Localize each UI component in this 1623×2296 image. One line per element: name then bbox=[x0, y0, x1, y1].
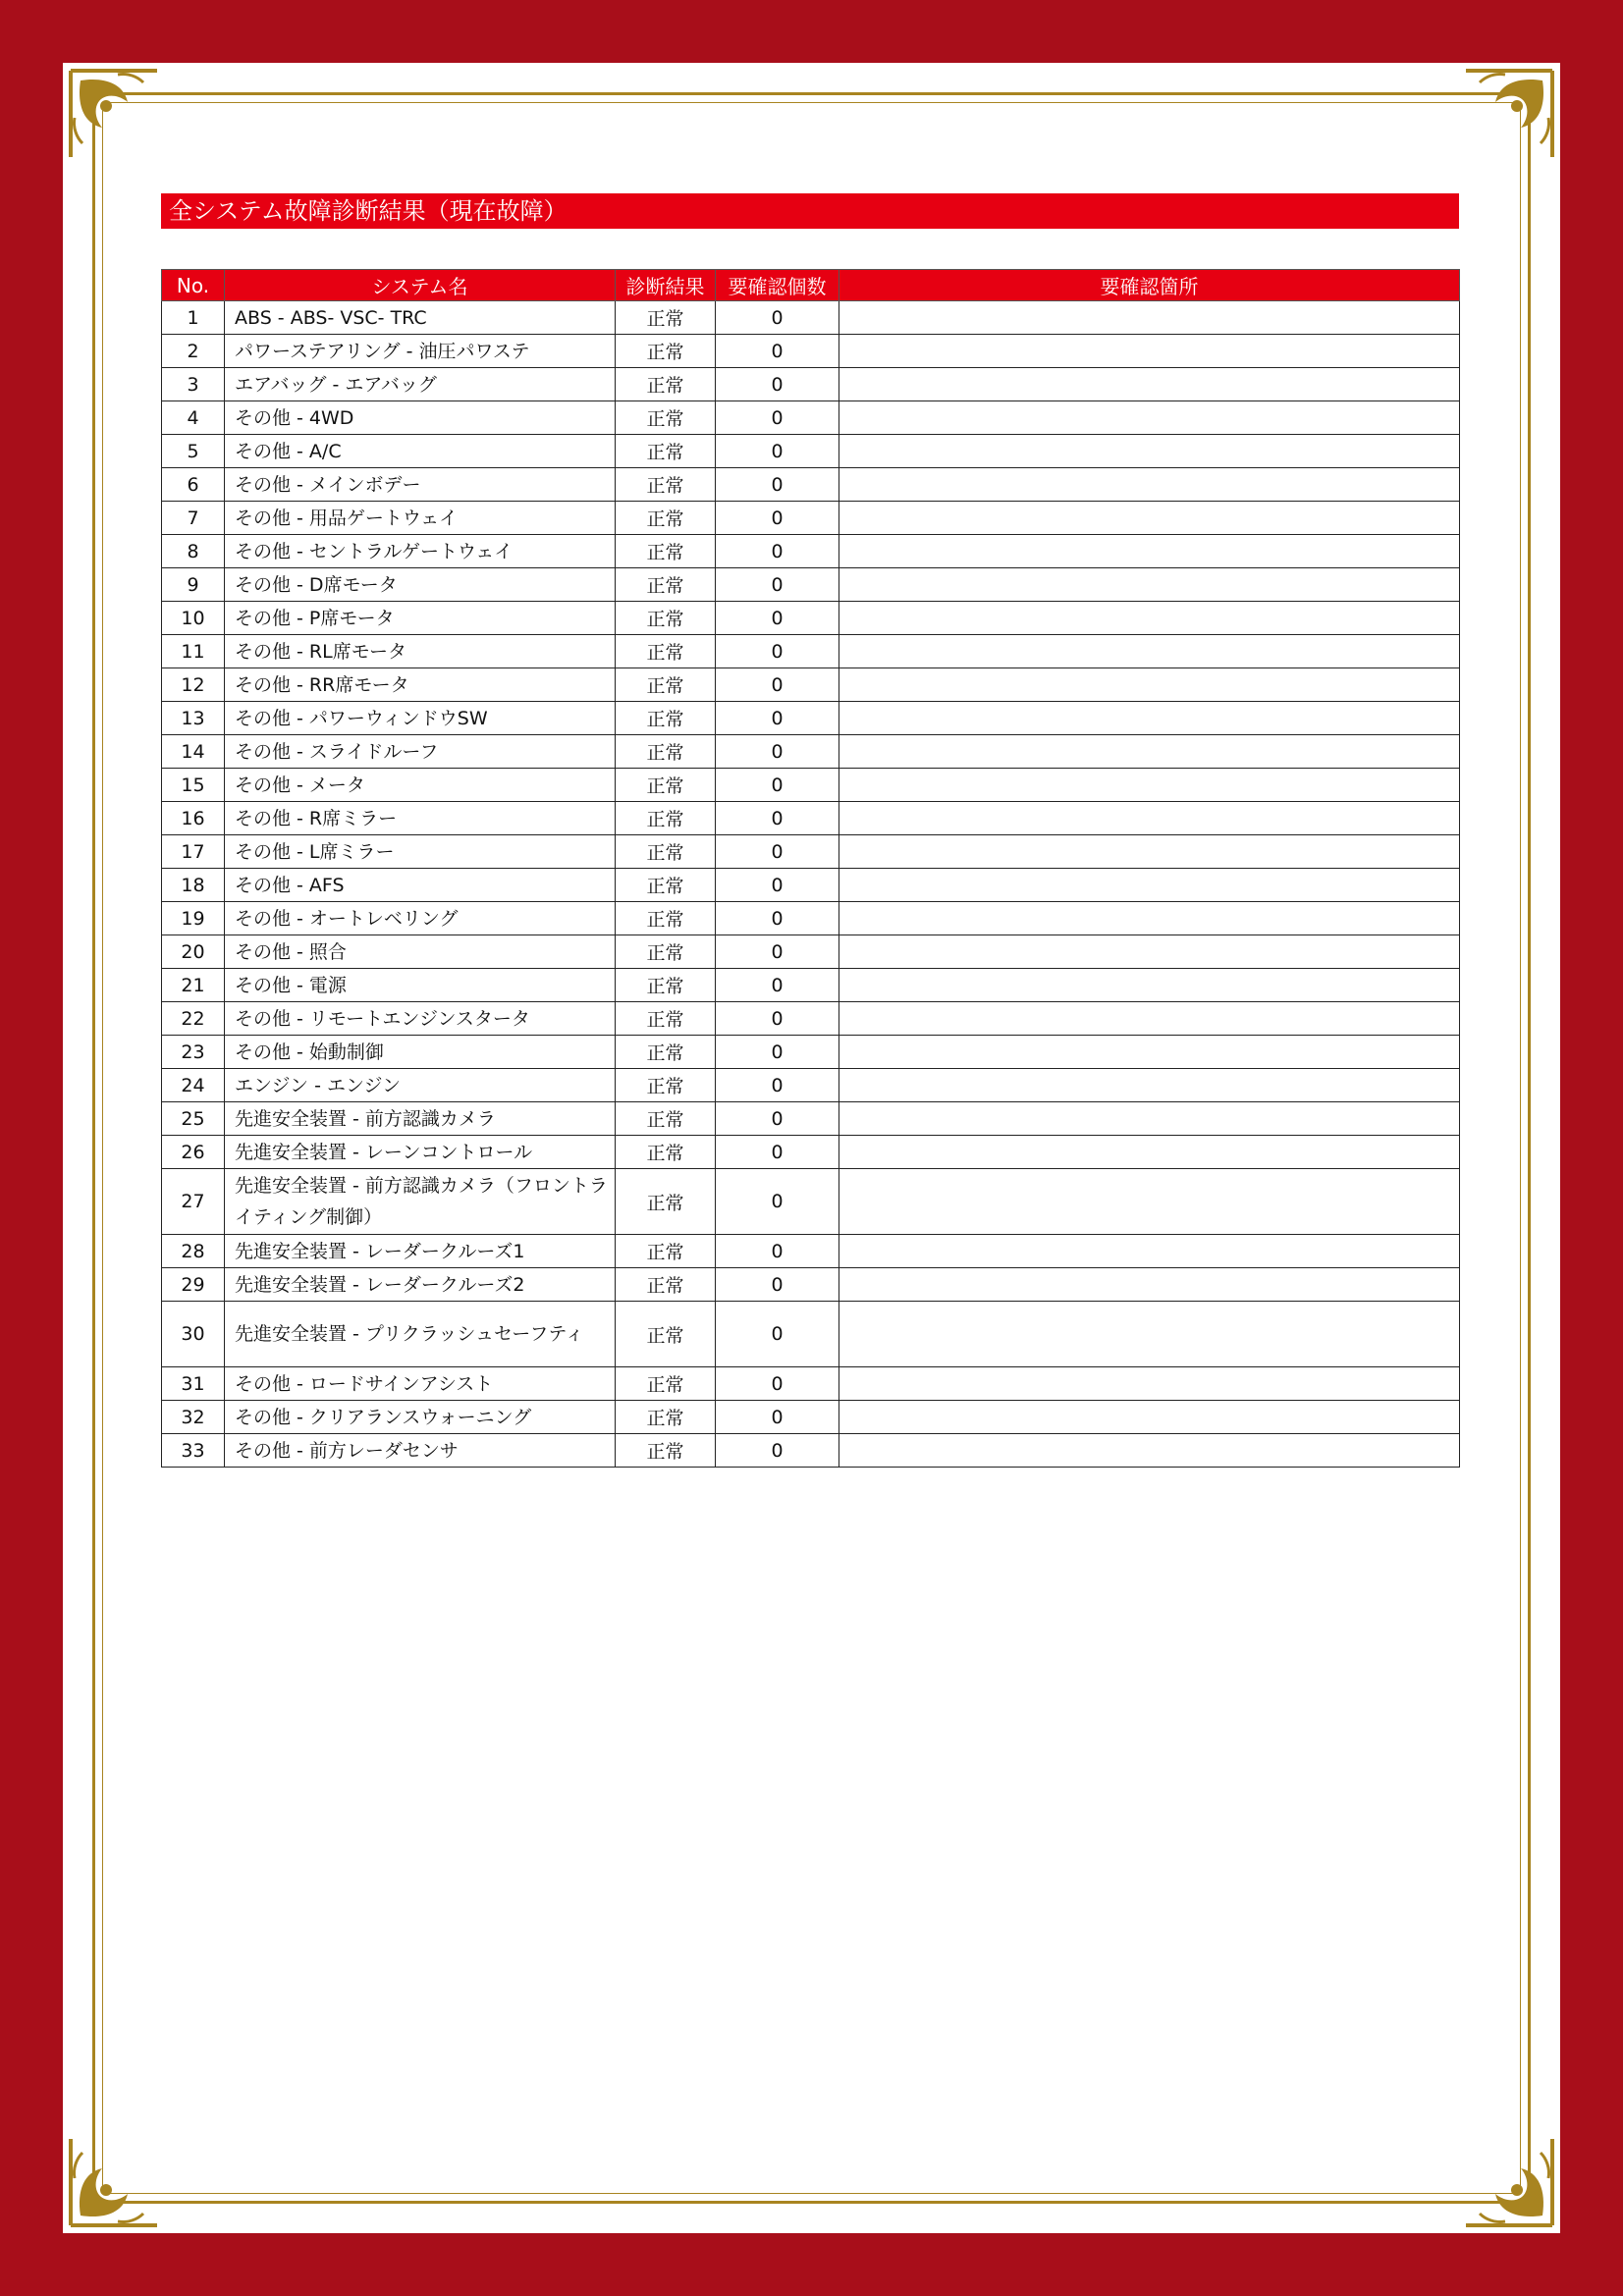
row-check-location bbox=[839, 1169, 1460, 1235]
row-check-location bbox=[839, 1136, 1460, 1169]
row-no: 16 bbox=[162, 802, 225, 835]
table-row bbox=[162, 1169, 1460, 1235]
row-check-location bbox=[839, 869, 1460, 902]
row-diagnosis-result: 正常 bbox=[616, 869, 716, 902]
row-diagnosis-result: 正常 bbox=[616, 668, 716, 702]
row-no: 10 bbox=[162, 602, 225, 635]
row-system-name: その他 - メータ bbox=[225, 769, 616, 802]
row-check-location bbox=[839, 702, 1460, 735]
row-check-location bbox=[839, 502, 1460, 535]
report-page bbox=[63, 63, 1560, 2233]
row-check-location bbox=[839, 1268, 1460, 1302]
row-system-name: パワーステアリング - 油圧パワステ bbox=[225, 335, 616, 368]
row-check-count: 0 bbox=[716, 435, 839, 468]
row-check-location bbox=[839, 1036, 1460, 1069]
row-check-count: 0 bbox=[716, 702, 839, 735]
table-row bbox=[162, 1235, 1460, 1268]
row-no: 17 bbox=[162, 835, 225, 869]
row-check-location bbox=[839, 769, 1460, 802]
section-title: 全システム故障診断結果（現在故障） bbox=[161, 193, 1459, 229]
row-check-count: 0 bbox=[716, 769, 839, 802]
row-system-name: 先進安全装置 - 前方認識カメラ bbox=[225, 1102, 616, 1136]
row-system-name: 先進安全装置 - プリクラッシュセーフティ bbox=[225, 1302, 616, 1367]
row-diagnosis-result: 正常 bbox=[616, 1136, 716, 1169]
row-check-count: 0 bbox=[716, 335, 839, 368]
row-check-count: 0 bbox=[716, 902, 839, 935]
row-check-count: 0 bbox=[716, 869, 839, 902]
row-diagnosis-result: 正常 bbox=[616, 769, 716, 802]
table-row bbox=[162, 368, 1460, 401]
row-check-count: 0 bbox=[716, 1069, 839, 1102]
row-diagnosis-result: 正常 bbox=[616, 802, 716, 835]
row-check-count: 0 bbox=[716, 1302, 839, 1367]
row-diagnosis-result: 正常 bbox=[616, 969, 716, 1002]
row-system-name: その他 - クリアランスウォーニング bbox=[225, 1401, 616, 1434]
row-diagnosis-result: 正常 bbox=[616, 1102, 716, 1136]
row-check-count: 0 bbox=[716, 1367, 839, 1401]
table-row bbox=[162, 1002, 1460, 1036]
row-check-count: 0 bbox=[716, 1002, 839, 1036]
row-system-name: 先進安全装置 - レーダークルーズ1 bbox=[225, 1235, 616, 1268]
row-no: 24 bbox=[162, 1069, 225, 1102]
table-row bbox=[162, 1268, 1460, 1302]
row-check-location bbox=[839, 1367, 1460, 1401]
row-system-name: その他 - RR席モータ bbox=[225, 668, 616, 702]
row-check-count: 0 bbox=[716, 668, 839, 702]
table-row bbox=[162, 735, 1460, 769]
row-diagnosis-result: 正常 bbox=[616, 502, 716, 535]
table-row bbox=[162, 1367, 1460, 1401]
row-system-name: その他 - 電源 bbox=[225, 969, 616, 1002]
row-check-count: 0 bbox=[716, 735, 839, 769]
row-check-count: 0 bbox=[716, 1036, 839, 1069]
row-check-count: 0 bbox=[716, 535, 839, 568]
row-check-location bbox=[839, 802, 1460, 835]
table-row bbox=[162, 869, 1460, 902]
row-diagnosis-result: 正常 bbox=[616, 1169, 716, 1235]
row-system-name: その他 - ロードサインアシスト bbox=[225, 1367, 616, 1401]
table-row bbox=[162, 835, 1460, 869]
row-no: 19 bbox=[162, 902, 225, 935]
row-check-count: 0 bbox=[716, 468, 839, 502]
table-row bbox=[162, 668, 1460, 702]
row-diagnosis-result: 正常 bbox=[616, 935, 716, 969]
row-check-count: 0 bbox=[716, 835, 839, 869]
row-no: 4 bbox=[162, 401, 225, 435]
row-diagnosis-result: 正常 bbox=[616, 1434, 716, 1468]
table-row bbox=[162, 1069, 1460, 1102]
row-diagnosis-result: 正常 bbox=[616, 835, 716, 869]
row-system-name: その他 - 照合 bbox=[225, 935, 616, 969]
row-system-name: その他 - R席ミラー bbox=[225, 802, 616, 835]
row-no: 7 bbox=[162, 502, 225, 535]
row-check-location bbox=[839, 1302, 1460, 1367]
row-system-name: その他 - P席モータ bbox=[225, 602, 616, 635]
table-row bbox=[162, 1401, 1460, 1434]
row-check-count: 0 bbox=[716, 401, 839, 435]
row-check-location bbox=[839, 435, 1460, 468]
row-diagnosis-result: 正常 bbox=[616, 401, 716, 435]
header-diagnosis-result: 診断結果 bbox=[616, 270, 716, 301]
table-row bbox=[162, 301, 1460, 335]
row-system-name: その他 - 前方レーダセンサ bbox=[225, 1434, 616, 1468]
row-system-name: その他 - D席モータ bbox=[225, 568, 616, 602]
row-check-count: 0 bbox=[716, 368, 839, 401]
row-check-location bbox=[839, 368, 1460, 401]
row-check-location bbox=[839, 835, 1460, 869]
row-check-count: 0 bbox=[716, 635, 839, 668]
row-diagnosis-result: 正常 bbox=[616, 435, 716, 468]
table-row bbox=[162, 1102, 1460, 1136]
row-system-name: エンジン - エンジン bbox=[225, 1069, 616, 1102]
row-check-count: 0 bbox=[716, 301, 839, 335]
row-system-name: エアバッグ - エアバッグ bbox=[225, 368, 616, 401]
row-no: 8 bbox=[162, 535, 225, 568]
table-row bbox=[162, 502, 1460, 535]
table-row bbox=[162, 1136, 1460, 1169]
row-check-location bbox=[839, 301, 1460, 335]
row-system-name: その他 - メインボデー bbox=[225, 468, 616, 502]
row-diagnosis-result: 正常 bbox=[616, 702, 716, 735]
row-no: 12 bbox=[162, 668, 225, 702]
table-row bbox=[162, 468, 1460, 502]
row-diagnosis-result: 正常 bbox=[616, 535, 716, 568]
row-check-location bbox=[839, 401, 1460, 435]
row-check-location bbox=[839, 969, 1460, 1002]
row-no: 20 bbox=[162, 935, 225, 969]
row-check-location bbox=[839, 735, 1460, 769]
ornamental-corner-icon bbox=[1462, 67, 1556, 161]
table-row bbox=[162, 935, 1460, 969]
header-check-location: 要確認箇所 bbox=[839, 270, 1460, 301]
row-check-count: 0 bbox=[716, 1434, 839, 1468]
row-check-count: 0 bbox=[716, 1102, 839, 1136]
row-check-count: 0 bbox=[716, 1235, 839, 1268]
row-no: 26 bbox=[162, 1136, 225, 1169]
table-row bbox=[162, 635, 1460, 668]
row-diagnosis-result: 正常 bbox=[616, 902, 716, 935]
row-no: 23 bbox=[162, 1036, 225, 1069]
row-check-location bbox=[839, 1102, 1460, 1136]
row-no: 5 bbox=[162, 435, 225, 468]
header-check-count: 要確認個数 bbox=[716, 270, 839, 301]
table-row bbox=[162, 335, 1460, 368]
row-diagnosis-result: 正常 bbox=[616, 468, 716, 502]
row-system-name: その他 - リモートエンジンスタータ bbox=[225, 1002, 616, 1036]
row-diagnosis-result: 正常 bbox=[616, 1401, 716, 1434]
row-check-location bbox=[839, 535, 1460, 568]
row-check-count: 0 bbox=[716, 502, 839, 535]
row-check-count: 0 bbox=[716, 1268, 839, 1302]
row-check-count: 0 bbox=[716, 802, 839, 835]
row-no: 21 bbox=[162, 969, 225, 1002]
table-row bbox=[162, 602, 1460, 635]
ornamental-corner-icon bbox=[67, 67, 161, 161]
row-system-name: その他 - 用品ゲートウェイ bbox=[225, 502, 616, 535]
ornamental-corner-icon bbox=[1462, 2135, 1556, 2229]
diagnosis-results-table bbox=[161, 269, 1460, 1468]
row-no: 27 bbox=[162, 1169, 225, 1235]
row-diagnosis-result: 正常 bbox=[616, 1069, 716, 1102]
row-diagnosis-result: 正常 bbox=[616, 1302, 716, 1367]
table-row bbox=[162, 902, 1460, 935]
row-no: 15 bbox=[162, 769, 225, 802]
ornamental-corner-icon bbox=[67, 2135, 161, 2229]
row-diagnosis-result: 正常 bbox=[616, 335, 716, 368]
row-check-location bbox=[839, 468, 1460, 502]
row-check-count: 0 bbox=[716, 1169, 839, 1235]
table-row bbox=[162, 568, 1460, 602]
row-no: 18 bbox=[162, 869, 225, 902]
table-header-row bbox=[162, 270, 1460, 301]
row-no: 29 bbox=[162, 1268, 225, 1302]
table-row bbox=[162, 401, 1460, 435]
table-row bbox=[162, 435, 1460, 468]
row-system-name: その他 - 4WD bbox=[225, 401, 616, 435]
row-diagnosis-result: 正常 bbox=[616, 1235, 716, 1268]
row-system-name: その他 - RL席モータ bbox=[225, 635, 616, 668]
table-row bbox=[162, 969, 1460, 1002]
row-system-name: その他 - 始動制御 bbox=[225, 1036, 616, 1069]
row-check-count: 0 bbox=[716, 602, 839, 635]
row-no: 22 bbox=[162, 1002, 225, 1036]
row-no: 13 bbox=[162, 702, 225, 735]
row-no: 6 bbox=[162, 468, 225, 502]
row-diagnosis-result: 正常 bbox=[616, 1002, 716, 1036]
row-system-name: その他 - AFS bbox=[225, 869, 616, 902]
row-check-location bbox=[839, 1069, 1460, 1102]
row-no: 25 bbox=[162, 1102, 225, 1136]
row-system-name: ABS - ABS- VSC- TRC bbox=[225, 301, 616, 335]
row-check-count: 0 bbox=[716, 1401, 839, 1434]
row-check-location bbox=[839, 902, 1460, 935]
header-no: No. bbox=[162, 270, 225, 301]
row-check-location bbox=[839, 568, 1460, 602]
row-no: 1 bbox=[162, 301, 225, 335]
table-row bbox=[162, 1036, 1460, 1069]
row-system-name: その他 - A/C bbox=[225, 435, 616, 468]
row-no: 30 bbox=[162, 1302, 225, 1367]
row-diagnosis-result: 正常 bbox=[616, 1367, 716, 1401]
row-system-name: 先進安全装置 - レーンコントロール bbox=[225, 1136, 616, 1169]
row-no: 33 bbox=[162, 1434, 225, 1468]
row-no: 14 bbox=[162, 735, 225, 769]
row-check-count: 0 bbox=[716, 935, 839, 969]
row-diagnosis-result: 正常 bbox=[616, 735, 716, 769]
row-check-location bbox=[839, 635, 1460, 668]
row-system-name: 先進安全装置 - 前方認識カメラ（フロントライティング制御） bbox=[225, 1169, 616, 1235]
row-check-count: 0 bbox=[716, 568, 839, 602]
table-row bbox=[162, 1434, 1460, 1468]
row-diagnosis-result: 正常 bbox=[616, 635, 716, 668]
row-system-name: その他 - セントラルゲートウェイ bbox=[225, 535, 616, 568]
row-diagnosis-result: 正常 bbox=[616, 602, 716, 635]
table-row bbox=[162, 702, 1460, 735]
table-row bbox=[162, 769, 1460, 802]
row-no: 28 bbox=[162, 1235, 225, 1268]
row-check-location bbox=[839, 1434, 1460, 1468]
table-row bbox=[162, 802, 1460, 835]
row-diagnosis-result: 正常 bbox=[616, 368, 716, 401]
row-no: 2 bbox=[162, 335, 225, 368]
row-system-name: その他 - スライドルーフ bbox=[225, 735, 616, 769]
row-system-name: その他 - オートレベリング bbox=[225, 902, 616, 935]
row-check-count: 0 bbox=[716, 969, 839, 1002]
row-system-name: その他 - パワーウィンドウSW bbox=[225, 702, 616, 735]
row-no: 3 bbox=[162, 368, 225, 401]
row-check-location bbox=[839, 935, 1460, 969]
table-row bbox=[162, 1302, 1460, 1367]
row-check-count: 0 bbox=[716, 1136, 839, 1169]
row-no: 11 bbox=[162, 635, 225, 668]
row-check-location bbox=[839, 1235, 1460, 1268]
row-check-location bbox=[839, 1002, 1460, 1036]
row-diagnosis-result: 正常 bbox=[616, 568, 716, 602]
table-row bbox=[162, 535, 1460, 568]
row-diagnosis-result: 正常 bbox=[616, 301, 716, 335]
row-check-location bbox=[839, 602, 1460, 635]
row-no: 31 bbox=[162, 1367, 225, 1401]
header-system-name: システム名 bbox=[225, 270, 616, 301]
row-check-location bbox=[839, 335, 1460, 368]
row-check-location bbox=[839, 1401, 1460, 1434]
row-no: 32 bbox=[162, 1401, 225, 1434]
row-check-location bbox=[839, 668, 1460, 702]
row-no: 9 bbox=[162, 568, 225, 602]
row-diagnosis-result: 正常 bbox=[616, 1036, 716, 1069]
row-system-name: その他 - L席ミラー bbox=[225, 835, 616, 869]
row-diagnosis-result: 正常 bbox=[616, 1268, 716, 1302]
row-system-name: 先進安全装置 - レーダークルーズ2 bbox=[225, 1268, 616, 1302]
